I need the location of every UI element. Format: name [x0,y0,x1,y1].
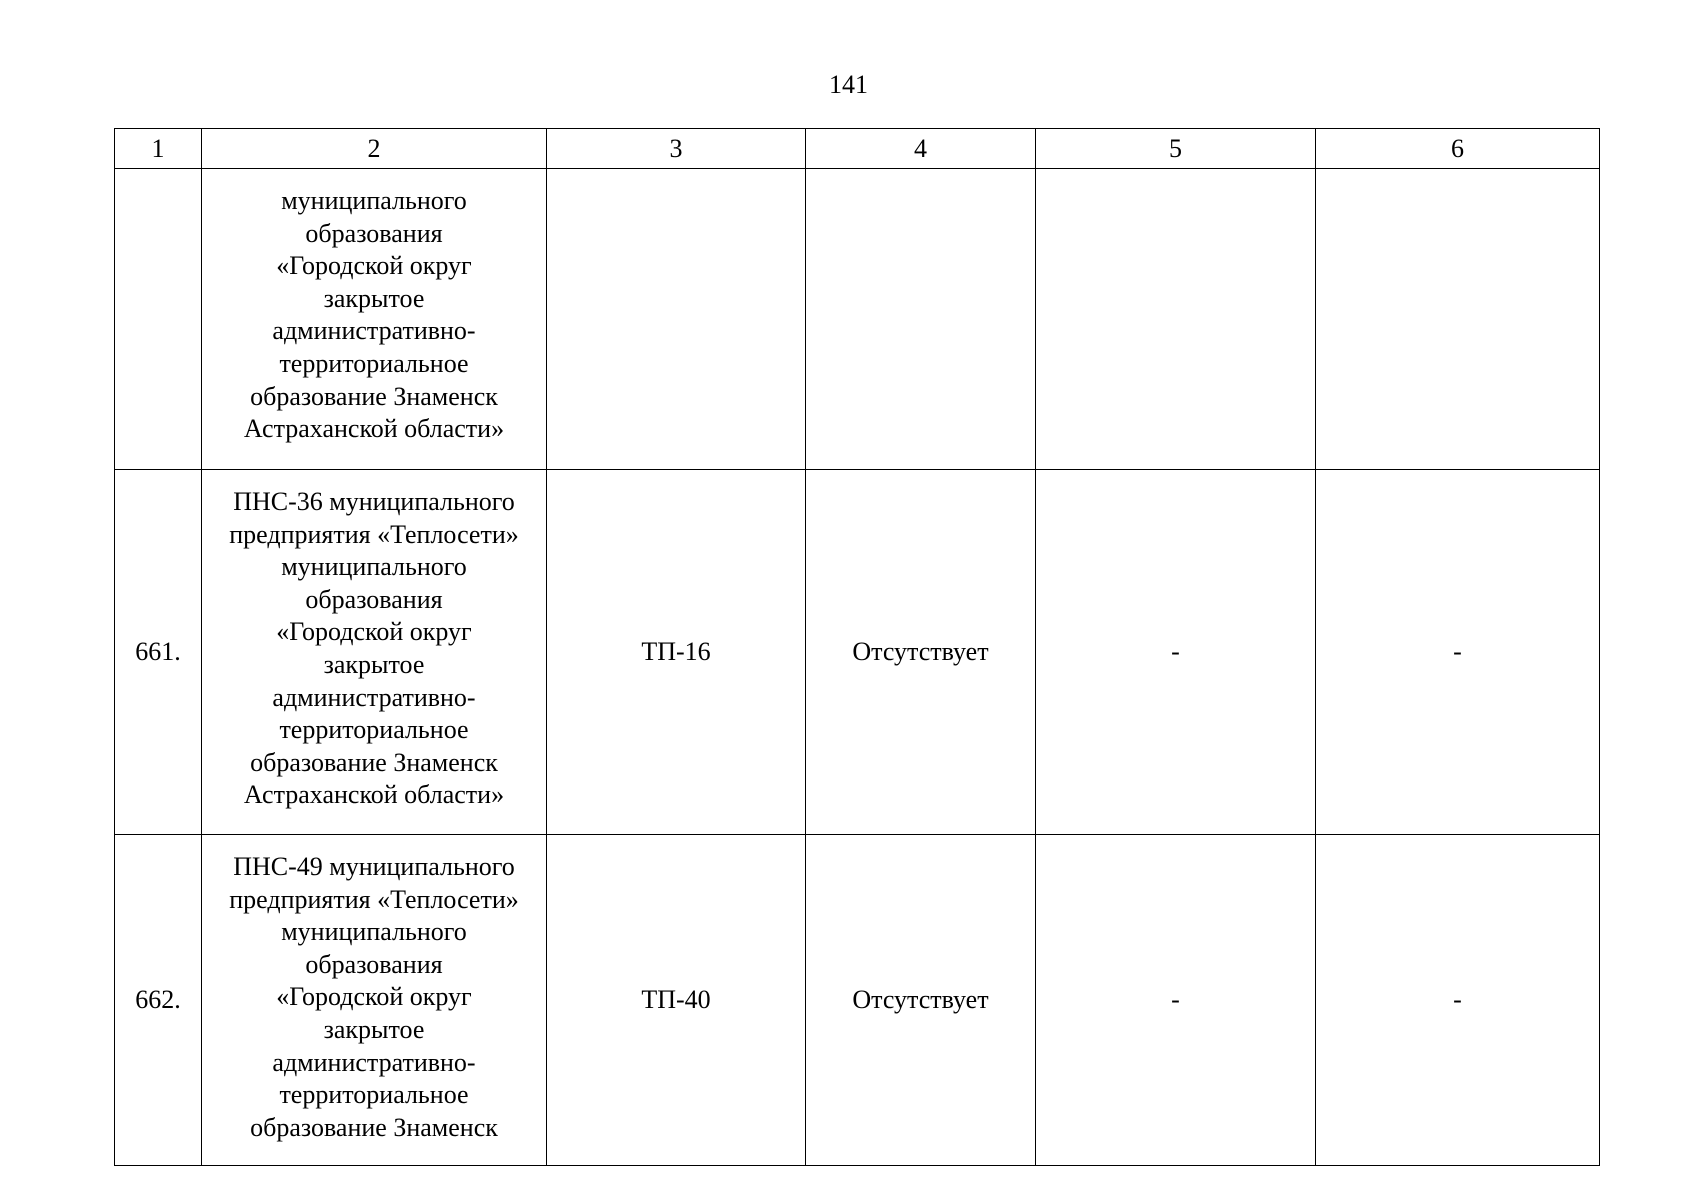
column-number-header: 4 [806,129,1036,169]
column-number-header: 2 [202,129,547,169]
column-number-header: 5 [1036,129,1316,169]
status-cell: Отсутствует [806,470,1036,835]
column-5-cell [1036,169,1316,470]
column-6-cell: - [1316,470,1600,835]
object-name-cell: ПНС-36 муниципального предприятия «Теплосети» муниципального образования «Городской округ закрытое административно- территориальное образование Знаменск Астраханской области» [202,470,547,835]
column-number-header: 3 [547,129,806,169]
substation-cell: ТП-40 [547,835,806,1166]
object-name-cell: ПНС-49 муниципального предприятия «Теплосети» муниципального образования «Городской округ закрытое административно- территориальное образование Знаменск [202,835,547,1166]
status-cell: Отсутствует [806,835,1036,1166]
column-5-cell: - [1036,470,1316,835]
column-number-row [115,129,1600,169]
substation-cell [547,169,806,470]
table-row [115,470,1600,835]
row-number-cell [115,169,202,470]
substation-cell: ТП-16 [547,470,806,835]
status-cell [806,169,1036,470]
table-row [115,169,1600,470]
table-row [115,835,1600,1166]
page-number: 141 [829,70,868,99]
column-number-header: 6 [1316,129,1600,169]
row-number-cell: 661. [115,470,202,835]
object-name-cell: муниципального образования «Городской округ закрытое административно- территориальное образование Знаменск Астраханской области» [202,169,547,470]
column-number-header: 1 [115,129,202,169]
column-6-cell [1316,169,1600,470]
column-6-cell: - [1316,835,1600,1166]
row-number-cell: 662. [115,835,202,1166]
column-5-cell: - [1036,835,1316,1166]
registry-table [114,128,1600,1166]
